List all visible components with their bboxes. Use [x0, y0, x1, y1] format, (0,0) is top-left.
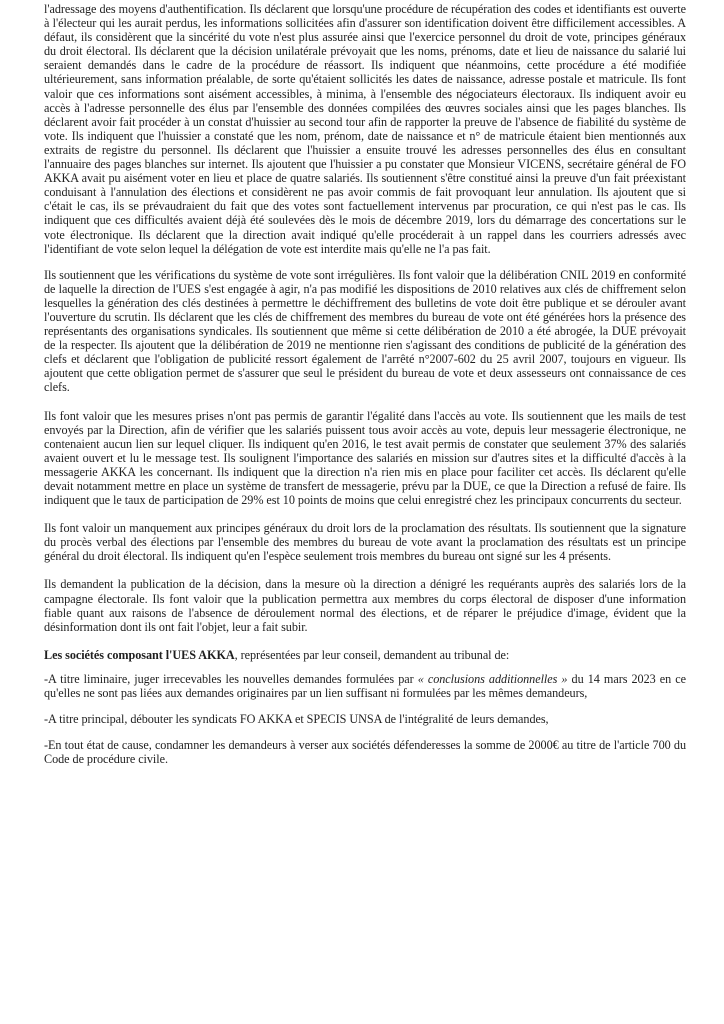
- defendants-intro-text: , représentées par leur conseil, demandent au tribunal de:: [234, 647, 510, 662]
- defendants-name: Les sociétés composant l'UES AKKA: [44, 647, 235, 662]
- paragraph-results-proclamation: Ils font valoir un manquement aux principes généraux du droit lors de la proclamation des résultats. Ils soutiennent que la signature du procès verbal des élections par l'ensemble des membres du bureau de vote avant la proclamation des résultats est un principe général du droit électoral. Ils indiquent qu'en l'espèce seulement trois membres du bureau ont signé sur les 4 présents.: [44, 521, 686, 564]
- paragraph-vote-verification: Ils soutiennent que les vérifications du système de vote sont irrégulières. Ils font valoir que la délibération CNIL 2019 en conformité de laquelle la direction de l'UES s'est engagée à agir, n'a pas modifié les dispositions de 2010 relatives aux clés de chiffrement selon lesquelles la génération des clés destinées à permettre le déchiffrement des bulletins de vote doit être publique et se dérouler avant l'ouverture du scrutin. Ils déclarent que les clés de chiffrement des membres du bureau de vote ont été générées hors la présence des représentants des organisations syndicales. Ils soutiennent que même si cette délibération de 2010 a été abrogée, la DUE prévoyait de la respecter. Ils ajoutent que la délibération de 2019 ne mentionne rien s'agissant des conditions de publicité de la génération des clefs et déclarent que l'obligation de publicité ressort également de l'arrêté n°2007-602 du 25 avril 2007, toujours en vigueur. Ils ajoutent que cette obligation permet de s'assurer que seul le président du bureau de vote et deux assesseurs ont connaissance de ces clefs.: [44, 267, 686, 395]
- defendants-intro: [44, 648, 686, 662]
- request-costs: -En tout état de cause, condamner les demandeurs à verser aux sociétés défenderesses la somme de 2000€ au titre de l'article 700 du Code de procédure civile.: [44, 738, 686, 767]
- request-preliminary-start: -A titre liminaire, juger irrecevables les nouvelles demandes formulées par: [44, 671, 418, 686]
- request-preliminary-quote: « conclusions additionnelles »: [417, 671, 568, 686]
- request-principal: -A titre principal, débouter les syndicats FO AKKA et SPECIS UNSA de l'intégralité de leurs demandes,: [44, 712, 549, 727]
- paragraph-authentication: l'adressage des moyens d'authentification. Ils déclarent que lorsqu'une procédure de récupération des codes et identifiants est ouverte à l'électeur qui les aurait perdus, les informations sollicitées afin d'assurer son identification doivent être difficilement accessibles. A défaut, ils considèrent que la sincérité du vote n'est plus assurée ainsi que l'exercice personnel du droit de vote, principes généraux du droit électoral. Ils déclarent que la décision unilatérale prévoyait que les noms, prénoms, date et lieu de naissance du salarié lui seraient demandés dans le cadre de la procédure de réassort. Ils indiquent que néanmoins, cette procédure a été modifiée ultérieurement, sans information préalable, de sorte qu'étaient sollicités les dates de naissance, adresse postale et matricule. Ils font valoir que ces informations sont aisément accessibles, à minima, à l'ensemble des négociateurs électoraux. Ils indiquent avoir eu accès à l'adresse personnelle des élus par l'ensemble des données compilées des œuvres sociales ainsi que les pages blanches. Ils déclarent avoir fait procéder à un constat d'huissier au second tour afin de rapporter la preuve de l'absence de fiabilité du système de vote. Ils indiquent que l'huissier a constaté que les nom, prénom, date de naissance et n° de matricule étaient bien mentionnés aux extraits de registre du personnel. Ils déclarent que l'huissier a ensuite trouvé les adresses personnelles des élus en consultant l'annuaire des pages blanches sur internet. Ils ajoutent que l'huissier a pu constater que Monsieur VICENS, secrétaire général de FO AKKA avait pu aisément voter en lieu et place de quatre salariés. Ils soutiennent s'être constitué ainsi la preuve d'un fait préexistant conduisant à l'annulation des élections et considèrent ne pas avoir commis de fait provoquant leur annulation. Ils ajoutent que si c'était le cas, ils se prévaudraient du fait que des votes sont factuellement intervenus par procuration, ce qui n'est pas le cas. Ils indiquent que ces difficultés avaient déjà été soulevées dès le mois de décembre 2019, lors du démarrage des concertations sur le vote électronique. Ils déclarent que la direction avait indiqué qu'elle procéderait à un rappel dans les courriers adressés avec l'identifiant de vote selon lequel la délégation de vote est interdite mais qu'elle ne l'a pas fait.: [44, 2, 686, 256]
- document-page: [44, 2, 686, 778]
- request-preliminary: [44, 672, 686, 700]
- request-preliminary-end: du 14 mars 2023 en ce qu'elles ne sont pas liées aux demandes originaires par un lien suffisant ni formulées par les mêmes demandeurs,: [44, 671, 686, 701]
- paragraph-equal-access: Ils font valoir que les mesures prises n'ont pas permis de garantir l'égalité dans l'accès au vote. Ils soutiennent que les mails de test envoyés par la Direction, afin de vérifier que les salariés puissent tous avoir accès au vote, depuis leur messagerie électronique, ne contenaient aucun lien sur lequel cliquer. Ils indiquent qu'en 2016, le test avait permis de constater que seulement 37% des salariés avaient ouvert et lu le message test. Ils soulignent l'importance des salariés en mission sur d'autres sites et la difficulté d'accès à la messagerie AKKA les concernant. Ils indiquent que la direction n'a rien mis en place pour faciliter cet accès. Ils déclarent qu'elle devait notamment mettre en place un système de transfert de messagerie, prévu par la DUE, ce que la Direction a refusé de faire. Ils indiquent que le taux de participation de 29% est 10 points de moins que celui enregistré chez les principaux concurrents du secteur.: [44, 408, 686, 508]
- paragraph-publication-request: Ils demandent la publication de la décision, dans la mesure où la direction a dénigré les requérants auprès des salariés lors de la campagne électorale. Ils font valoir que la publication permettra aux membres du corps électoral de disposer d'une information fiable quant aux raisons de l'absence de déroulement normal des élections, et de réparer le préjudice d'image, évident que la désinformation dont ils ont fait l'objet, leur a fait subir.: [44, 577, 686, 634]
